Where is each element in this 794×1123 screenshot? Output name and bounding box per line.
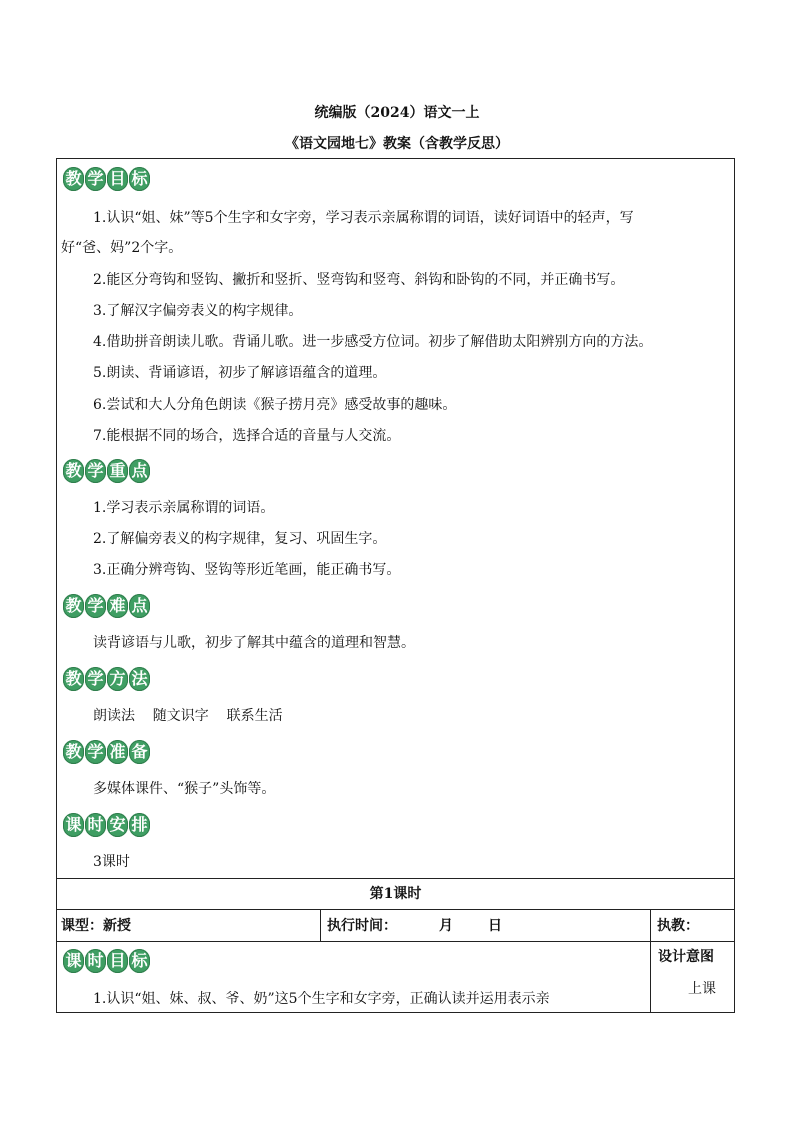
header-char: 重 xyxy=(107,459,128,483)
goal-line-5: 5.朗读、背诵谚语，初步了解谚语蕴含的道理。 xyxy=(93,365,387,381)
execution-time-label: 执行时间： xyxy=(327,918,397,934)
header-char: 方 xyxy=(107,667,128,691)
method-line-1: 朗读法 随文识字 联系生活 xyxy=(93,708,283,724)
header-char: 排 xyxy=(129,813,150,837)
header-char: 备 xyxy=(129,740,150,764)
lesson-plan-table xyxy=(56,158,735,1013)
header-char: 教 xyxy=(63,594,84,618)
goal-line-6: 6.尝试和大人分角色朗读《猴子捞月亮》感受故事的趣味。 xyxy=(93,397,457,413)
header-char: 学 xyxy=(85,740,106,764)
column-divider xyxy=(320,909,321,941)
section-header-preparation xyxy=(63,740,150,764)
header-char: 点 xyxy=(129,594,150,618)
goal-line-7: 7.能根据不同的场合，选择合适的音量与人交流。 xyxy=(93,428,401,444)
key-line-1: 1.学习表示亲属称谓的词语。 xyxy=(93,500,275,516)
header-char: 法 xyxy=(129,667,150,691)
section-header-schedule xyxy=(63,813,150,837)
lesson-type: 课型：新授 xyxy=(61,918,131,934)
header-char: 学 xyxy=(85,667,106,691)
row-divider xyxy=(57,941,734,942)
section-header-lesson-goals xyxy=(63,949,150,973)
goal-line-1-cont: 好“爸、妈”2个字。 xyxy=(61,240,183,256)
goal-line-4: 4.借助拼音朗读儿歌。背诵儿歌。进一步感受方位词。初步了解借助太阳辨别方向的方法。 xyxy=(93,334,653,350)
column-divider xyxy=(650,941,651,1013)
goal-line-3: 3.了解汉字偏旁表义的构字规律。 xyxy=(93,303,303,319)
header-char: 课 xyxy=(63,813,84,837)
section-header-goals xyxy=(63,167,150,191)
header-char: 学 xyxy=(85,594,106,618)
document-title: 统编版（2024）语文一上 xyxy=(314,105,480,121)
document-subtitle: 《语文园地七》教案（含教学反思） xyxy=(285,136,509,152)
lesson-heading: 第1课时 xyxy=(369,886,422,902)
design-intent-label: 设计意图 xyxy=(658,949,714,965)
header-char: 教 xyxy=(63,667,84,691)
goal-line-1: 1.认识“姐、妹”等5个生字和女字旁，学习表示亲属称谓的词语，读好词语中的轻声，写 xyxy=(93,210,634,226)
row-divider xyxy=(57,878,734,879)
prep-line-1: 多媒体课件、“猴子”头饰等。 xyxy=(93,781,276,797)
header-char: 教 xyxy=(63,740,84,764)
header-char: 教 xyxy=(63,459,84,483)
section-header-difficulties xyxy=(63,594,150,618)
header-char: 目 xyxy=(107,949,128,973)
key-line-3: 3.正确分辨弯钩、竖钩等形近笔画，能正确书写。 xyxy=(93,562,401,578)
header-char: 时 xyxy=(85,813,106,837)
goal-line-2: 2.能区分弯钩和竖钩、撇折和竖折、竖弯钩和竖弯、斜钩和卧钩的不同，并正确书写。 xyxy=(93,272,625,288)
header-char: 难 xyxy=(107,594,128,618)
header-char: 标 xyxy=(129,949,150,973)
column-divider xyxy=(650,909,651,941)
header-char: 课 xyxy=(63,949,84,973)
header-char: 目 xyxy=(107,167,128,191)
teacher-label: 执教： xyxy=(657,918,699,934)
difficulty-line-1: 读背谚语与儿歌，初步了解其中蕴含的道理和智慧。 xyxy=(93,635,415,651)
day-label: 日 xyxy=(488,918,502,934)
schedule-line-1: 3课时 xyxy=(93,854,130,870)
header-char: 学 xyxy=(85,459,106,483)
lesson-goal-line-1: 1.认识“姐、妹、叔、爷、奶”这5个生字和女字旁，正确认读并运用表示亲 xyxy=(93,991,550,1007)
header-char: 点 xyxy=(129,459,150,483)
header-char: 时 xyxy=(85,949,106,973)
header-char: 学 xyxy=(85,167,106,191)
header-char: 标 xyxy=(129,167,150,191)
header-char: 安 xyxy=(107,813,128,837)
month-label: 月 xyxy=(439,918,453,934)
section-header-methods xyxy=(63,667,150,691)
header-char: 准 xyxy=(107,740,128,764)
design-intent-text: 上课 xyxy=(688,981,716,997)
header-char: 教 xyxy=(63,167,84,191)
key-line-2: 2.了解偏旁表义的构字规律，复习、巩固生字。 xyxy=(93,531,387,547)
row-divider xyxy=(57,909,734,910)
section-header-key-points xyxy=(63,459,150,483)
